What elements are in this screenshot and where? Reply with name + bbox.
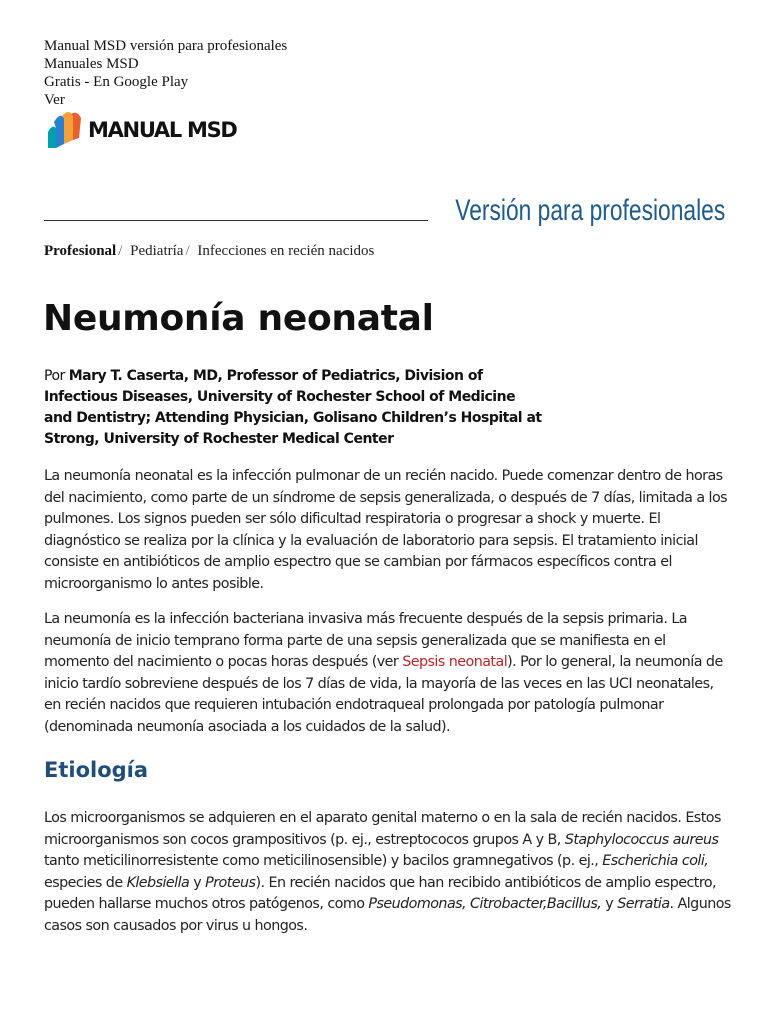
logo-text: MANUAL MSD [88,118,237,142]
organism-name: Staphylococcus aureus [564,831,719,848]
intro-text: ). Por lo general, la neumonía de inicio tardío sobreviene después de los 7 días de vida, la mayoría de las veces en las UCI neonatales, en recién nacidos que requieren intubación endotraqueal prolongada por patología pulmonar (denominada neumonía asociada a los cuidados de la salud). [44,654,723,735]
page-title: Neumonía neonatal [43,298,434,339]
etiology-text: y [189,874,206,891]
site-logo[interactable] [45,110,237,150]
version-divider [44,220,428,221]
etiology-paragraph [44,808,734,937]
etiology-text: ). En recién nacidos que han recibido antibióticos de amplio espectro, pueden hallarse muchos otros patógenos, como [44,874,717,912]
sepsis-neonatal-link[interactable]: Sepsis neonatal [402,654,508,670]
intro-text: La neumonía es la infección bacteriana invasiva más frecuente después de la sepsis primaria. La neumonía de inicio temprano forma parte de una sepsis generalizada que se manifiesta en el momento del nacimiento o pocas horas después (ver [44,611,687,670]
summary-paragraph: La neumonía neonatal es la infección pulmonar de un recién nacido. Puede comenzar dentro de horas del nacimiento, como parte de un síndrome de sepsis generalizada, o después de 7 días, limitada a los pulmones. Los signos pueden ser sólo dificultad respiratoria o progresar a shock y muerte. El diagnóstico se realiza por la clínica y la evaluación de laboratorio para sepsis. El tratamiento inicial consiste en antibióticos de amplio espectro que se cambian por fármacos específicos contra el microorganismo lo antes posible. [44,468,728,592]
intro-paragraph [44,609,734,738]
etiology-text: . Algunos casos son causados por virus u hongos. [44,896,731,934]
organism-name: Serratia [617,896,670,912]
app-title: Manual MSD versión para profesionales [44,38,288,54]
breadcrumb-separator: / [118,243,123,259]
msd-logo-stripes-icon [45,110,83,150]
app-publisher: Manuales MSD [44,56,139,72]
breadcrumb-item-profesional[interactable]: Profesional [44,243,117,259]
organism-name: Proteus [205,874,256,891]
etiology-text: especies de [44,874,127,891]
etiology-text: tanto meticilinorresistente como meticilinosensible) y bacilos gramnegativos (p. ej., [44,853,603,869]
breadcrumb-item-pediatria[interactable]: Pediatría [130,243,184,259]
breadcrumb-separator: / [185,243,190,259]
etiology-heading: Etiología [44,758,149,782]
organism-name: Klebsiella [126,874,190,891]
app-price-store: Gratis - En Google Play [44,74,189,90]
author-byline [44,366,544,450]
app-install-banner [44,37,287,109]
etiology-text: y [601,896,618,912]
etiology-text: Los microorganismos se adquieren en el aparato genital materno o en la sala de recién nacidos. Estos microorganismos son cocos grampositivos (p. ej., estreptococos grupos A y B, [44,810,721,848]
breadcrumb-item-infecciones[interactable]: Infecciones en recién nacidos [197,243,375,259]
organism-name: Escherichia coli, [602,853,709,869]
organism-name: Pseudomonas, Citrobacter,Bacillus, [368,896,602,912]
version-label[interactable]: Versión para profesionales [455,194,725,227]
app-view-link[interactable]: Ver [44,92,65,108]
author-name: Mary T. Caserta, MD, Professor of Pediatrics, Division of Infectious Diseases, University of Rochester School of Medicine and Dentistry; Attending Physician, Golisano Children’s Hospital at Strong, University of Rochester Medical Center [44,368,542,447]
byline-prefix: Por [44,368,65,384]
breadcrumb [44,243,374,260]
